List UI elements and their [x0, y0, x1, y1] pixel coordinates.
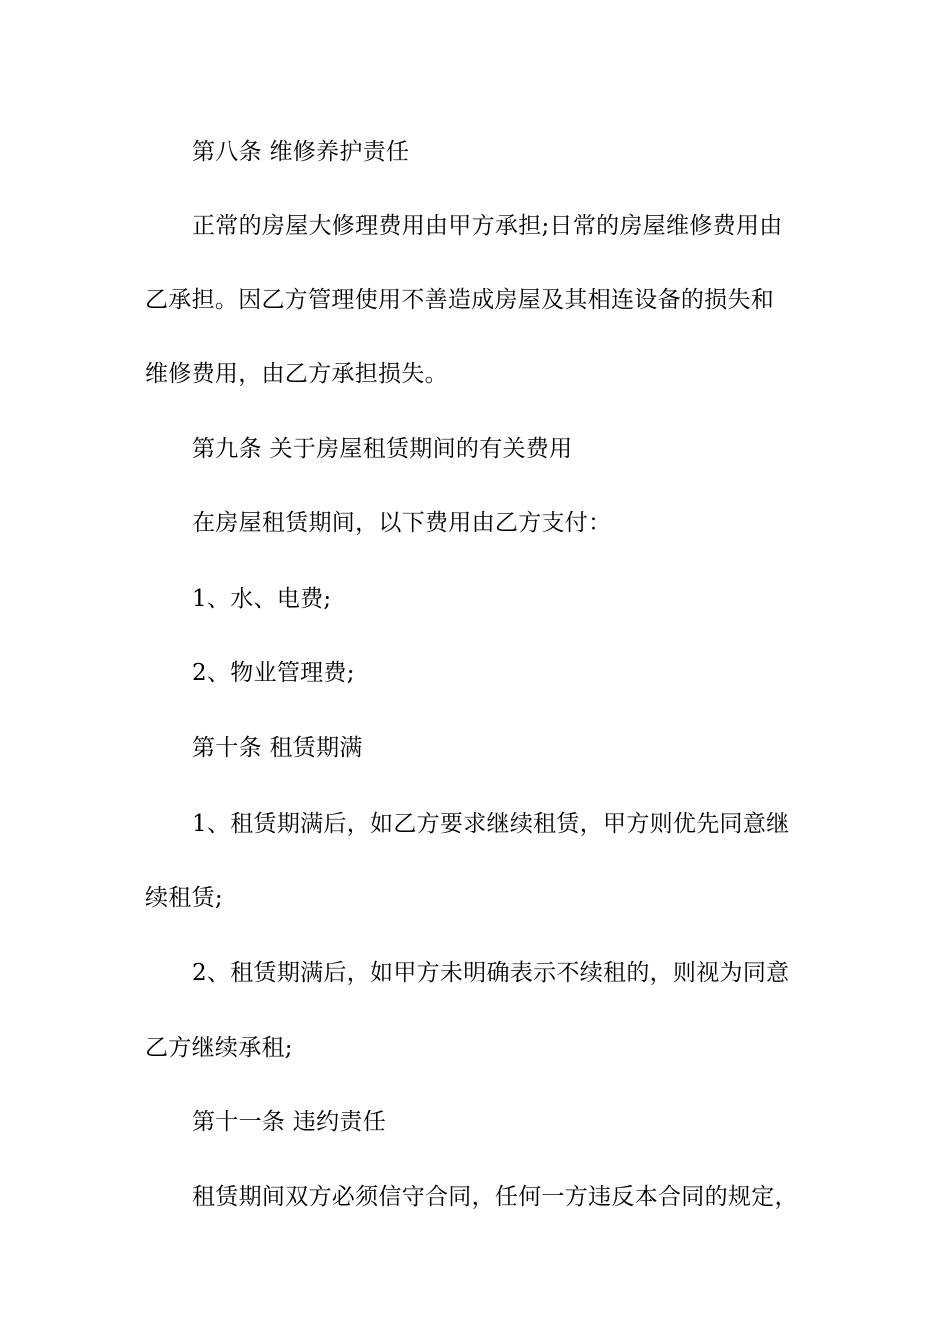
- article-10-heading: 第十条 租赁期满: [192, 735, 363, 761]
- article-11-heading: 第十一条 违约责任: [192, 1109, 387, 1135]
- paragraph-line: 租赁期间双方必须信守合同，任何一方违反本合同的规定，: [192, 1184, 798, 1210]
- paragraph-line: 乙方继续承租;: [145, 1035, 293, 1061]
- list-item: 2、物业管理费;: [192, 660, 355, 686]
- list-item: 2、租赁期满后，如甲方未明确表示不续租的，则视为同意: [192, 960, 790, 986]
- list-item: 1、租赁期满后，如乙方要求继续租赁，甲方则优先同意继: [192, 811, 790, 837]
- article-8-heading: 第八条 维修养护责任: [192, 139, 410, 165]
- paragraph-line: 正常的房屋大修理费用由甲方承担;日常的房屋维修费用由: [192, 213, 783, 239]
- paragraph-line: 在房屋租赁期间，以下费用由乙方支付：: [192, 510, 612, 536]
- list-item: 1、水、电费;: [192, 586, 332, 612]
- paragraph-line: 续租赁;: [145, 885, 223, 911]
- article-9-heading: 第九条 关于房屋租赁期间的有关费用: [192, 436, 573, 462]
- paragraph-line: 维修费用，由乙方承担损失。: [145, 361, 448, 387]
- paragraph-line: 乙承担。因乙方管理使用不善造成房屋及其相连设备的损失和: [145, 287, 775, 313]
